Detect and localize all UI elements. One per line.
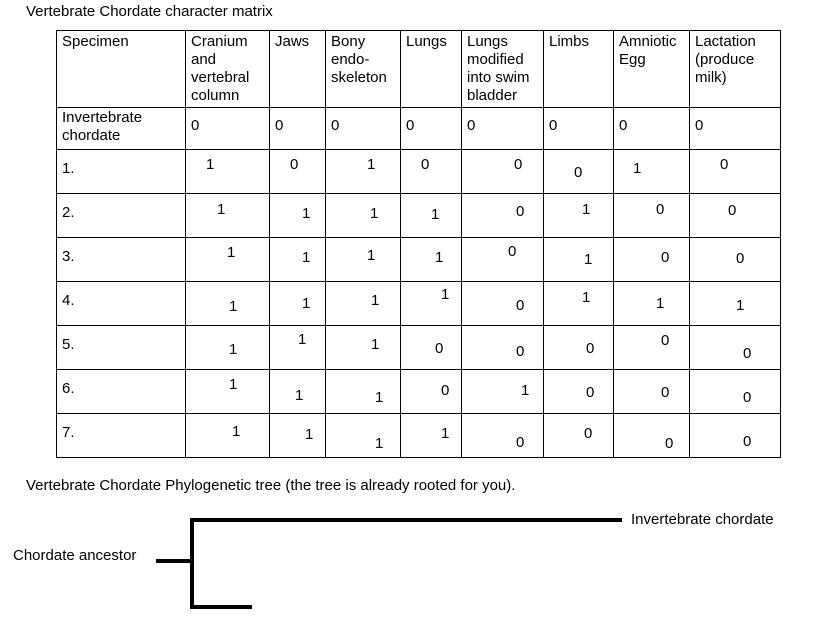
character-value: 1 [302, 205, 311, 222]
column-header-label: Jaws [275, 33, 310, 50]
table-row [57, 238, 781, 282]
column-header [57, 31, 186, 108]
character-value-cell [326, 238, 401, 282]
character-value: 0 [661, 384, 670, 401]
character-value-cell [614, 238, 690, 282]
character-value-cell [544, 370, 614, 414]
character-value: 0 [695, 117, 704, 134]
character-value: 1 [232, 423, 241, 440]
character-value: 0 [574, 164, 583, 181]
character-value: 0 [290, 156, 299, 173]
character-value: 1 [227, 244, 236, 261]
character-value-cell [614, 150, 690, 194]
character-value-cell [186, 238, 270, 282]
character-value-cell [462, 194, 544, 238]
character-value: 1 [435, 249, 444, 266]
specimen-label: 1. [62, 160, 75, 177]
character-value: 0 [421, 156, 430, 173]
character-value: 0 [728, 202, 737, 219]
character-value: 0 [661, 249, 670, 266]
character-value-cell [690, 326, 781, 370]
character-value: 0 [516, 434, 525, 451]
character-value-cell [690, 150, 781, 194]
character-value-cell [270, 238, 326, 282]
root-label-chordate-ancestor: Chordate ancestor [13, 547, 137, 564]
character-value: 0 [516, 203, 525, 220]
character-value-cell [401, 414, 462, 458]
character-value-cell [690, 282, 781, 326]
character-value: 1 [371, 336, 380, 353]
column-header-label: Cranium and vertebral column [191, 33, 250, 104]
column-header [401, 31, 462, 108]
character-value: 0 [619, 117, 628, 134]
character-value: 0 [435, 340, 444, 357]
character-value-cell [544, 238, 614, 282]
character-value-cell [544, 414, 614, 458]
column-header-label: Specimen [62, 33, 129, 50]
character-value: 0 [665, 435, 674, 452]
character-value-cell [401, 108, 462, 150]
character-value-cell [401, 150, 462, 194]
column-header-label: Limbs [549, 33, 590, 50]
character-value: 1 [302, 249, 311, 266]
character-value-cell [186, 326, 270, 370]
character-value-cell [614, 194, 690, 238]
character-value: 1 [229, 341, 238, 358]
character-value-cell [462, 108, 544, 150]
table-row [57, 150, 781, 194]
character-value: 1 [375, 435, 384, 452]
character-value: 1 [229, 298, 238, 315]
leaf-label-invertebrate-chordate: Invertebrate chordate [631, 511, 774, 528]
character-value-cell [690, 108, 781, 150]
column-header [544, 31, 614, 108]
character-value-cell [690, 370, 781, 414]
table-row [57, 414, 781, 458]
character-value: 1 [375, 389, 384, 406]
character-value-cell [270, 194, 326, 238]
column-header-label: Amniotic Egg [619, 33, 677, 68]
character-value: 0 [516, 297, 525, 314]
column-header-label: Lungs modified into swim bladder [467, 33, 530, 104]
character-value: 0 [736, 250, 745, 267]
character-value-cell [462, 238, 544, 282]
character-value-cell [462, 282, 544, 326]
character-value-cell [401, 282, 462, 326]
specimen-label: 3. [62, 248, 75, 265]
tree-vertical-branch [190, 518, 194, 609]
character-value: 0 [331, 117, 340, 134]
character-value-cell [270, 414, 326, 458]
character-value-cell [326, 150, 401, 194]
character-value-cell [186, 414, 270, 458]
header-row [57, 31, 781, 108]
column-header [462, 31, 544, 108]
character-value: 1 [521, 382, 530, 399]
character-value: 0 [586, 384, 595, 401]
character-value: 0 [467, 117, 476, 134]
character-value-cell [462, 414, 544, 458]
character-value: 0 [441, 382, 450, 399]
character-value-cell [544, 194, 614, 238]
table-row [57, 326, 781, 370]
character-value: 1 [584, 251, 593, 268]
specimen-label: 4. [62, 292, 75, 309]
character-value-cell [462, 150, 544, 194]
character-value-cell [186, 150, 270, 194]
matrix-title: Vertebrate Chordate character matrix [26, 3, 273, 20]
character-value-cell [401, 326, 462, 370]
character-value-cell [544, 108, 614, 150]
character-value: 0 [584, 425, 593, 442]
character-value: 0 [275, 117, 284, 134]
character-value-cell [270, 108, 326, 150]
character-value-cell [614, 370, 690, 414]
column-header [690, 31, 781, 108]
character-value: 1 [305, 426, 314, 443]
character-value: 1 [582, 201, 591, 218]
character-value-cell [614, 326, 690, 370]
specimen-label: 5. [62, 336, 75, 353]
character-value-cell [186, 282, 270, 326]
character-value-cell [690, 414, 781, 458]
character-value-cell [544, 282, 614, 326]
character-value-cell [326, 370, 401, 414]
specimen-label: 6. [62, 380, 75, 397]
specimen-cell [57, 326, 186, 370]
column-header [270, 31, 326, 108]
character-value: 1 [431, 206, 440, 223]
character-value: 0 [514, 156, 523, 173]
character-value-cell [401, 238, 462, 282]
specimen-cell [57, 414, 186, 458]
table-row [57, 370, 781, 414]
character-value-cell [326, 282, 401, 326]
character-value: 1 [441, 425, 450, 442]
column-header-label: Bony endo- skeleton [331, 33, 387, 86]
character-value-cell [462, 326, 544, 370]
character-value-cell [401, 194, 462, 238]
specimen-label: Invertebrate chordate [62, 109, 143, 144]
character-value-cell [690, 194, 781, 238]
character-value-cell [401, 370, 462, 414]
character-value: 1 [367, 247, 376, 264]
character-value: 1 [295, 387, 304, 404]
character-value-cell [614, 414, 690, 458]
table-row [57, 282, 781, 326]
character-value: 0 [508, 243, 517, 260]
tree-branch-invertebrate [190, 518, 622, 522]
character-value-cell [614, 108, 690, 150]
character-value: 0 [549, 117, 558, 134]
tree-root-branch [156, 559, 192, 563]
character-value: 1 [441, 286, 450, 303]
character-value: 0 [661, 332, 670, 349]
specimen-cell [57, 238, 186, 282]
character-value: 0 [586, 340, 595, 357]
specimen-cell [57, 282, 186, 326]
character-value-cell [690, 238, 781, 282]
column-header-label: Lungs [406, 33, 447, 50]
character-value: 1 [206, 156, 215, 173]
character-value-cell [326, 108, 401, 150]
character-value: 0 [720, 156, 729, 173]
character-value: 0 [406, 117, 415, 134]
character-value-cell [326, 194, 401, 238]
character-value: 1 [633, 160, 642, 177]
character-matrix-table [56, 30, 781, 458]
character-value-cell [186, 108, 270, 150]
character-value: 1 [656, 295, 665, 312]
table-row [57, 194, 781, 238]
character-value-cell [186, 370, 270, 414]
character-value-cell [270, 326, 326, 370]
character-value-cell [270, 282, 326, 326]
character-value: 0 [743, 345, 752, 362]
column-header [326, 31, 401, 108]
character-value-cell [326, 326, 401, 370]
character-value-cell [186, 194, 270, 238]
column-header [186, 31, 270, 108]
character-value-cell [270, 150, 326, 194]
character-value-cell [326, 414, 401, 458]
character-value: 1 [371, 292, 380, 309]
character-value: 1 [367, 156, 376, 173]
character-value: 1 [302, 295, 311, 312]
character-value: 0 [743, 389, 752, 406]
specimen-cell [57, 370, 186, 414]
character-value: 0 [516, 343, 525, 360]
character-value-cell [270, 370, 326, 414]
character-value: 1 [370, 205, 379, 222]
specimen-label: 2. [62, 204, 75, 221]
character-value-cell [462, 370, 544, 414]
specimen-cell [57, 194, 186, 238]
character-value: 1 [229, 376, 238, 393]
character-value: 0 [191, 117, 200, 134]
character-value-cell [614, 282, 690, 326]
character-value-cell [544, 150, 614, 194]
specimen-label: 7. [62, 424, 75, 441]
character-value: 0 [656, 201, 665, 218]
specimen-cell [57, 108, 186, 150]
column-header-label: Lactation (produce milk) [695, 33, 756, 86]
character-value: 1 [217, 201, 226, 218]
character-value-cell [544, 326, 614, 370]
tree-title: Vertebrate Chordate Phylogenetic tree (the tree is already rooted for you). [26, 477, 516, 494]
character-value: 1 [736, 297, 745, 314]
table-row [57, 108, 781, 150]
character-value: 0 [743, 433, 752, 450]
column-header [614, 31, 690, 108]
tree-branch-open [190, 605, 252, 609]
character-value: 1 [298, 331, 307, 348]
character-value: 1 [582, 289, 591, 306]
specimen-cell [57, 150, 186, 194]
